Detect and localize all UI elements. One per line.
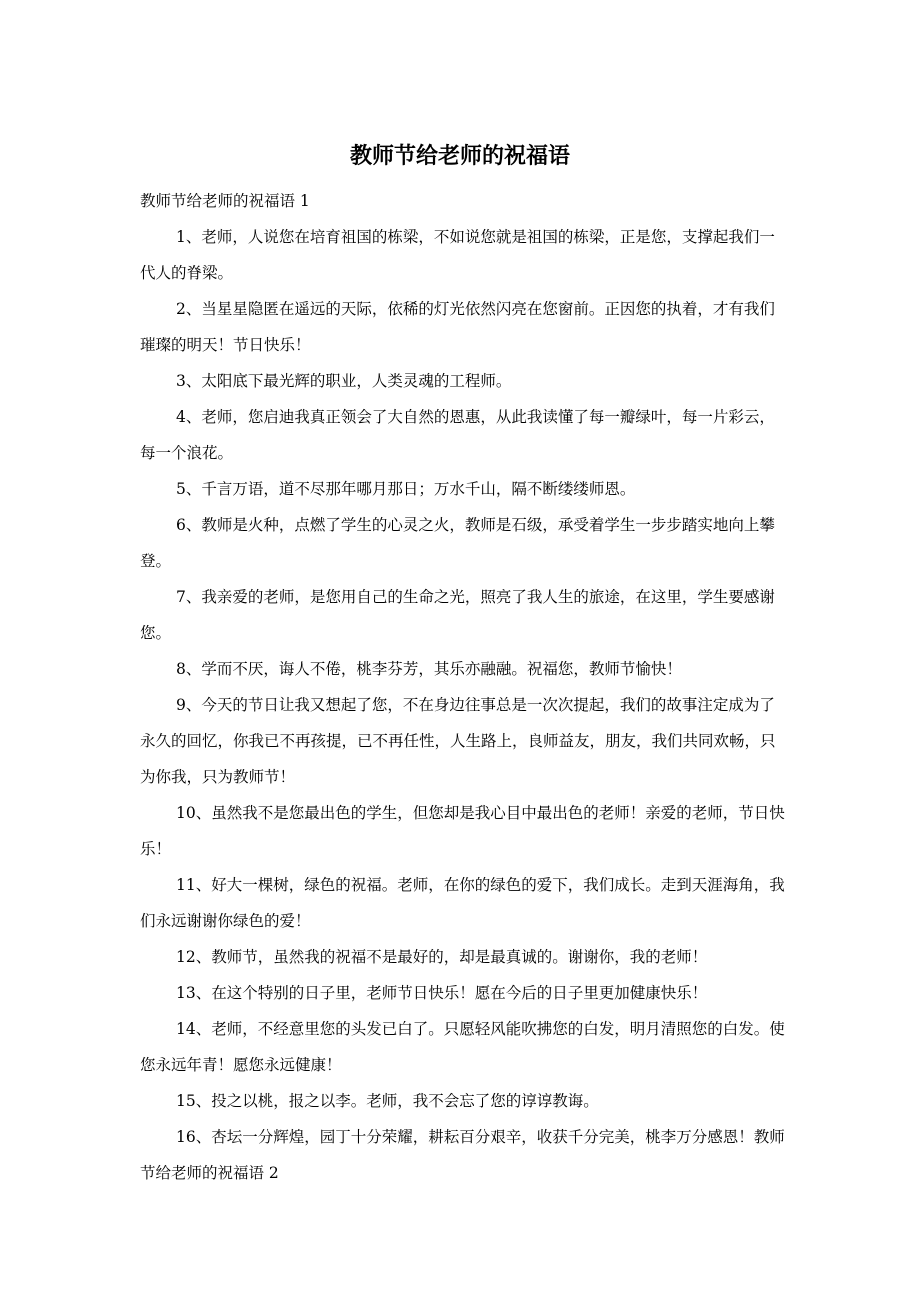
paragraph: 6、教师是火种，点燃了学生的心灵之火，教师是石级，承受着学生一步步踏实地向上攀登。 <box>140 516 775 570</box>
paragraph: 4、老师，您启迪我真正领会了大自然的恩惠，从此我读懂了每一瓣绿叶，每一片彩云，每一个浪花。 <box>140 408 775 462</box>
document-title: 教师节给老师的祝福语 <box>349 143 570 169</box>
paragraph: 16、杏坛一分辉煌，园丁十分荣耀，耕耘百分艰辛，收获千分完美，桃李万分感恩！教师节给老师的祝福语 2 <box>140 1128 785 1182</box>
document-body <box>140 183 790 1191</box>
paragraph: 8、学而不厌，诲人不倦，桃李芬芳，其乐亦融融。祝福您，教师节愉快！ <box>176 660 682 678</box>
paragraph: 3、太阳底下最光辉的职业，人类灵魂的工程师。 <box>176 372 512 390</box>
paragraph: 11、好大一棵树，绿色的祝福。老师，在你的绿色的爱下，我们成长。走到天涯海角，我们永远谢谢你绿色的爱！ <box>140 876 785 930</box>
paragraph: 15、投之以桃，报之以李。老师，我不会忘了您的谆谆教诲。 <box>176 1092 599 1110</box>
paragraph: 14、老师，不经意里您的头发已白了。只愿轻风能吹拂您的白发，明月清照您的白发。使您永远年青！愿您永远健康！ <box>140 1020 785 1074</box>
paragraph: 5、千言万语，道不尽那年哪月那日；万水千山，隔不断缕缕师恩。 <box>176 480 636 498</box>
paragraph: 2、当星星隐匿在遥远的天际，依稀的灯光依然闪亮在您窗前。正因您的执着，才有我们璀璨的明天！节日快乐！ <box>140 300 775 354</box>
section-heading: 教师节给老师的祝福语 1 <box>140 192 310 210</box>
paragraph: 7、我亲爱的老师，是您用自己的生命之光，照亮了我人生的旅途，在这里，学生要感谢您。 <box>140 588 775 642</box>
paragraph: 1、老师，人说您在培育祖国的栋梁，不如说您就是祖国的栋梁，正是您，支撑起我们一代人的脊梁。 <box>140 228 775 282</box>
paragraph: 9、今天的节日让我又想起了您，不在身边往事总是一次次提起，我们的故事注定成为了永久的回忆，你我已不再孩提，已不再任性，人生路上，良师益友，朋友，我们共同欢畅，只为你我，只为教师节！ <box>140 696 776 786</box>
paragraph: 10、虽然我不是您最出色的学生，但您却是我心目中最出色的老师！亲爱的老师，节日快乐！ <box>140 804 785 858</box>
paragraph: 13、在这个特别的日子里，老师节日快乐！愿在今后的日子里更加健康快乐！ <box>176 984 708 1002</box>
paragraph: 12、教师节，虽然我的祝福不是最好的，却是最真诚的。谢谢你，我的老师！ <box>176 948 708 966</box>
